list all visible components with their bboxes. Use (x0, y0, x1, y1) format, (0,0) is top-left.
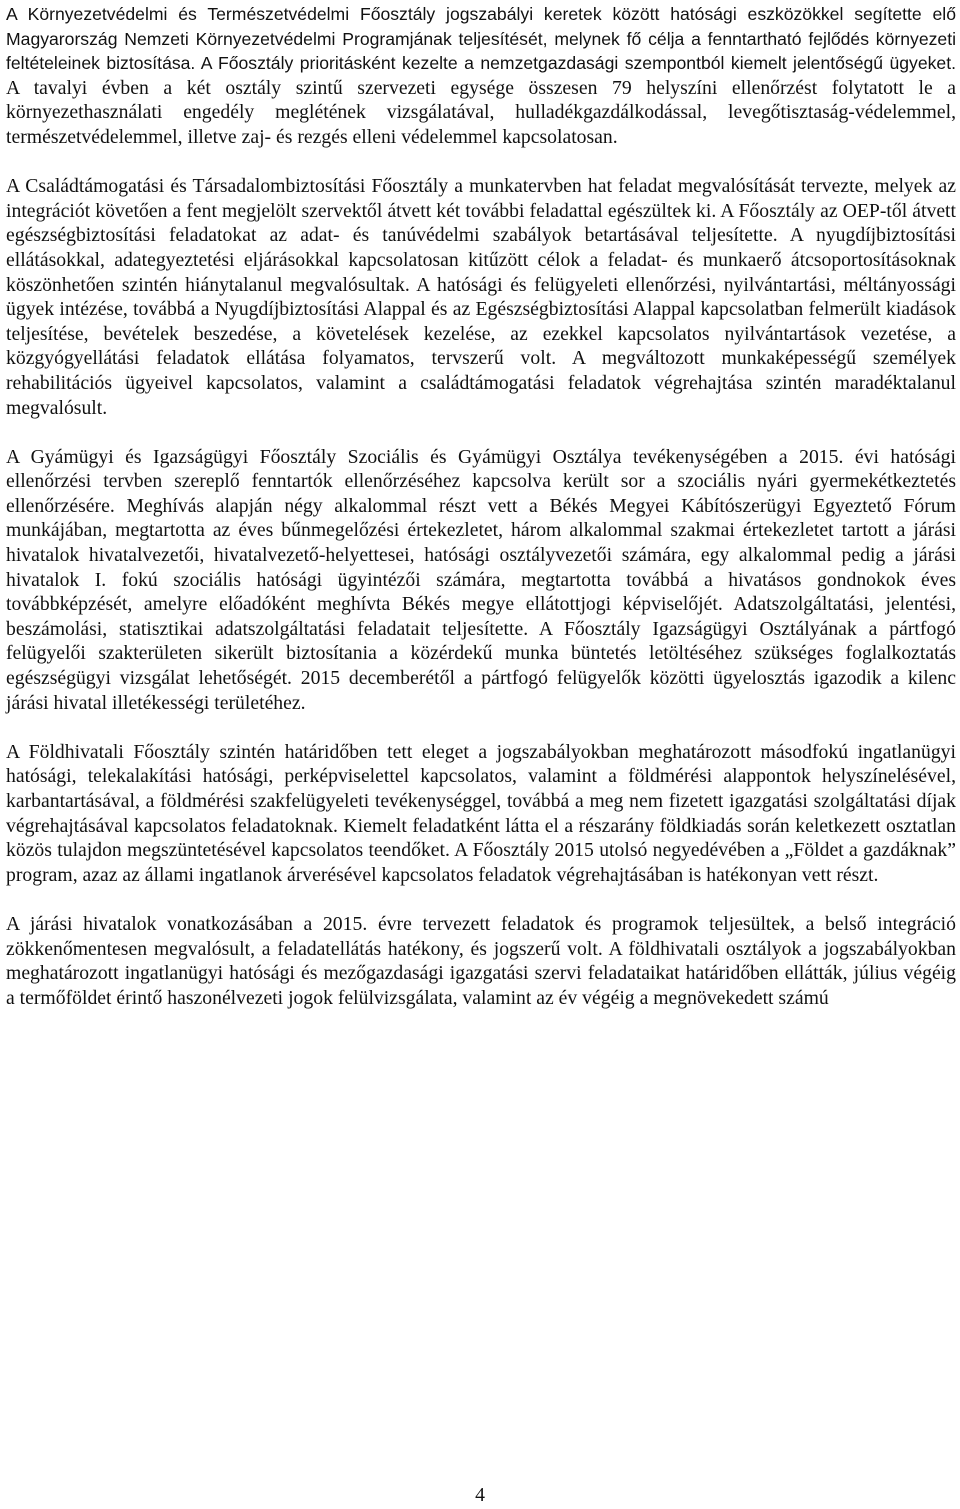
sans-lead-text: A Környezetvédelmi és Természetvédelmi Főosztály jogszabályi keretek között hatósági eszközökkel segítette elő Magyarország Nemzeti Környezetvédelmi Programjának teljesítését, melynek fő célja a fenntartható fejlődés környezeti feltételeinek biztosítása. A Főosztály prioritásként kezelte a nemzetgazdasági szempontból kiemelt jelentőségű ügyeket. (6, 4, 956, 74)
paragraph-gyamugyi: A Gyámügyi és Igazságügyi Főosztály Szociális és Gyámügyi Osztálya tevékenységében a 2015. évi hatósági ellenőrzési tervben szereplő fenntartók ellenőrzéséhez kapcsolva került sor a szociális nyári gyermekétkeztetés ellenőrzésére. Meghívás alapján négy alkalommal részt vett a Békés Megyei Kábítószerügyi Egyeztető Fórum munkájában, megtartotta az éves bűnmegelőzési értekezletet, három alkalommal szakmai értekezletet tartott a járási hivatalok hivatalvezetői, hivatalvezető-helyettesei, hatósági osztályvezetői számára, egy alkalommal pedig a járási hivatalok I. fokú szociális hatósági ügyintézői számára, megtartotta továbbá a hivatásos gondnokok éves továbbképzését, amelyre előadóként meghívta Békés megye ellátottjogi képviselőjét. Adatszolgáltatási, jelentési, beszámolási, statisztikai adatszolgáltatási feladatait teljesítette. A Főosztály Igazságügyi Osztályának a pártfogó felügyelői szakterületen sikerült biztosítania a közérdekű munka büntetés letöltéséhez szükséges foglalkoztatás egészségügyi vizsgálat lehetőségét. 2015 decemberétől a pártfogó felügyelők közötti ügyelosztás igazodik a kilenc járási hivatal illetékességi területéhez. (6, 445, 956, 714)
paragraph-csaladtamogatasi: A Családtámogatási és Társadalombiztosítási Főosztály a munkatervben hat feladat megvalósítását tervezte, melyek az integrációt követően a fent megjelölt szervektől átvett két további feladattal egészültek ki. A Főosztály az OEP-től átvett egészségbiztosítási feladatokat az adat- és tanúvédelmi szabályok betartásával teljesítette. A nyugdíjbiztosítási ellátásokkal, adategyeztetési eljárásokkal kapcsolatosan kitűzött célok a feladat- és munkaerő átcsoportosításoknak köszönhetően szintén hiánytalanul megvalósultak. A hatósági és felügyeleti ellenőrzési, nyilvántartási, méltányossági ügyek intézése, továbbá a Nyugdíjbiztosítási Alappal és az Egészségbiztosítási Alappal kapcsolatban felmerült kiadások teljesítése, bevételek beszedése, a követelések kezelése, az ezekkel kapcsolatos nyilvántartások vezetése, a közgyógyellátási feladatok ellátása folyamatos, tervszerű volt. A megváltozott munkaképességű személyek rehabilitációs ügyeivel kapcsolatos, valamint a családtámogatási feladatok végrehajtása szintén maradéktalanul megvalósult. (6, 175, 956, 419)
page-number: 4 (475, 1484, 485, 1506)
paragraph-jarasi: A járási hivatalok vonatkozásában a 2015. évre tervezett feladatok és programok teljesültek, a belső integráció zökkenőmentesen megvalósult, a feladatellátás hatékony, és jogszerű volt. A földhivatali osztályok a jogszabályokban meghatározott ingatlanügyi hatósági és mezőgazdasági igazgatási szervi feladataikat határidőben ellátták, július végéig a termőföldet érintő haszonélvezeti jogok felülvizsgálata, valamint az év végéig a megnövekedett számú (6, 912, 956, 1009)
serif-body-text: A tavalyi évben a két osztály szintű szervezeti egysége összesen 79 helyszíni ellenőrzést folytatott le a környezethasználati engedély meglétének vizsgálatával, hulladékgazdálkodással, levegőtisztaság-védelemmel, természetvédelemmel, illetve zaj- és rezgés elleni védelemmel kapcsolatosan. (6, 76, 956, 148)
paragraph-kornyezetvedelmi (6, 2, 956, 150)
paragraph-foldhivatali: A Földhivatali Főosztály szintén határidőben tett eleget a jogszabályokban meghatározott másodfokú ingatlanügyi hatósági, telekalakítási hatósági, perképviselettel kapcsolatos, valamint a földmérési alappontok helyszínelésével, karbantartásával, a földmérési szakfelügyeleti tevékenységgel, továbbá a meg nem fizetett igazgatási szolgáltatási díjak végrehajtásával kapcsolatos feladatoknak. Kiemelt feladatként látta el a részarány földkiadás során keletkezett osztatlan közös tulajdon megszüntetésével kapcsolatos teendőket. A Főosztály 2015 utolsó negyedévében a „Földet a gazdáknak” program, azaz az állami ingatlanok árverésével kapcsolatos feladatok végrehajtásában is hatékonyan vett részt. (6, 740, 956, 886)
document-body (6, 2, 956, 1010)
